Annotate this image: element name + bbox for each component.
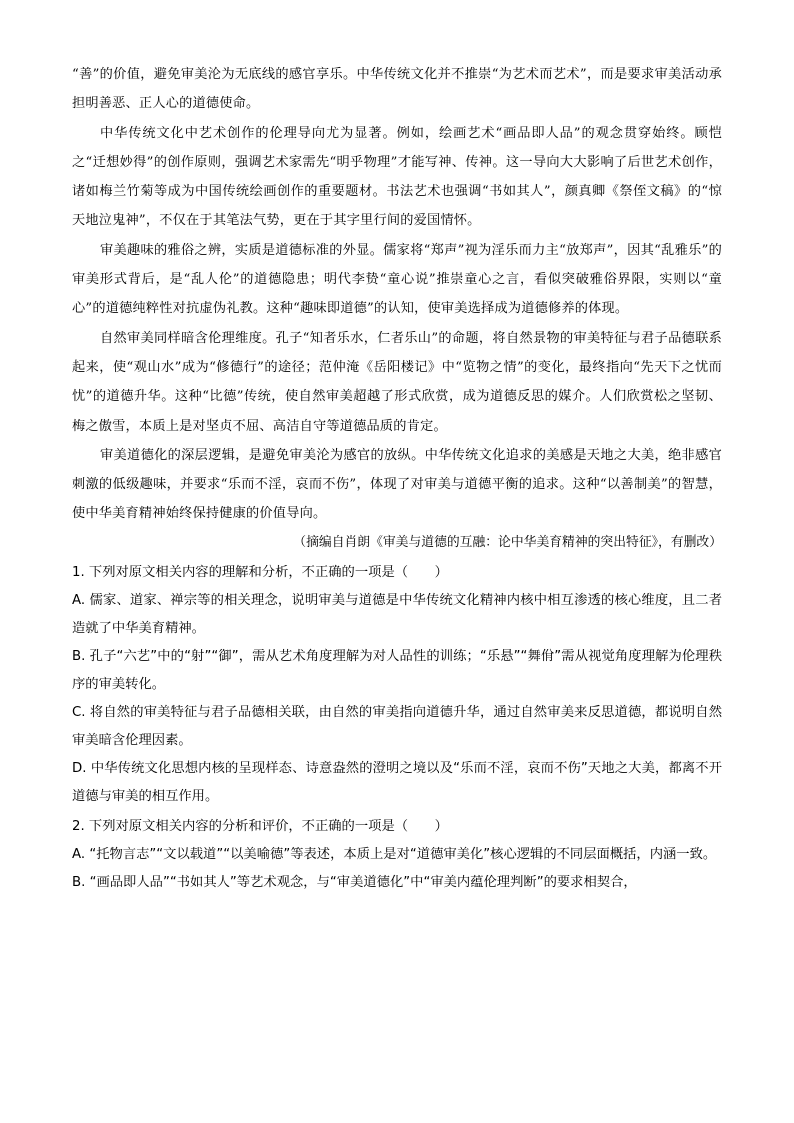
- reading-passage: [72, 60, 722, 529]
- question-1-option-a: A. 儒家、道家、禅宗等的相关理念，说明审美与道德是中华传统文化精神内核中相互渗透的核心维度，且二者造就了中华美育精神。: [72, 592, 722, 636]
- document-page: [72, 60, 722, 897]
- question-2-option-b: B. “画品即人品”“书如其人”等艺术观念，与“审美道德化”中“审美内蕴伦理判断”的要求相契合，: [72, 874, 637, 890]
- question-2-option-a: A. “托物言志”“文以载道”“以美喻德”等表述，本质上是对“道德审美化”核心逻辑的不同层面概括，内涵一致。: [72, 846, 717, 862]
- source-citation: （摘编自肖朗《审美与道德的互融：论中华美育精神的突出特征》，有删改）: [293, 534, 722, 550]
- passage-paragraph-1: “善”的价值，避免审美沦为无底线的感官享乐。中华传统文化并不推崇“为艺术而艺术”，而是要求审美活动承担明善恶、正人心的道德使命。: [72, 67, 722, 112]
- question-2: [72, 813, 722, 897]
- question-1-stem: 1. 下列对原文相关内容的理解和分析，不正确的一项是（ ）: [72, 564, 448, 580]
- question-1-option-d: D. 中华传统文化思想内核的呈现样态、诗意盎然的澄明之境以及“乐而不淫，哀而不伤”天地之大美，都离不开道德与审美的相互作用。: [72, 760, 722, 804]
- passage-paragraph-2: 中华传统文化中艺术创作的伦理导向尤为显著。例如，绘画艺术“画品即人品”的观念贯穿始终。顾恺之“迁想妙得”的创作原则，强调艺术家需先“明乎物理”才能写神、传神。这一导向大大影响了后世艺术创作，诸如梅兰竹菊等成为中国传统绘画创作的重要题材。书法艺术也强调“书如其人”，颜真卿《祭侄文稿》的“惊天地泣鬼神”，不仅在于其笔法气势，更在于其字里行间的爱国情怀。: [72, 125, 722, 229]
- passage-paragraph-4: 自然审美同样暗含伦理维度。孔子“知者乐水，仁者乐山”的命题，将自然景物的审美特征与君子品德联系起来，使“观山水”成为“修德行”的途径；范仲淹《岳阳楼记》中“览物之情”的变化，最终指向“先天下之忧而忧”的道德升华。这种“比德”传统，使自然审美超越了形式欣赏，成为道德反思的媒介。人们欣赏松之坚韧、梅之傲雪，本质上是对坚贞不屈、高洁自守等道德品质的肯定。: [72, 330, 722, 434]
- passage-paragraph-3: 审美趣味的雅俗之辨，实质是道德标准的外显。儒家将“郑声”视为淫乐而力主“放郑声”，因其“乱雅乐”的审美形式背后，是“乱人伦”的道德隐患；明代李贽“童心说”推崇童心之言，看似突破雅俗界限，实则以“童心”的道德纯粹性对抗虚伪礼教。这种“趣味即道德”的认知，使审美选择成为道德修养的体现。: [72, 242, 722, 317]
- question-1-option-b: B. 孔子“六艺”中的“射”“御”，需从艺术角度理解为对人品性的训练；“乐悬”“舞佾”需从视觉角度理解为伦理秩序的审美转化。: [72, 648, 722, 692]
- question-1: [72, 559, 722, 811]
- question-1-option-c: C. 将自然的审美特征与君子品德相关联，由自然的审美指向道德升华，通过自然审美来反思道德，都说明自然审美暗含伦理因素。: [72, 704, 722, 748]
- passage-paragraph-5: 审美道德化的深层逻辑，是避免审美沦为感官的放纵。中华传统文化追求的美感是天地之大美，绝非感官刺激的低级趣味，并要求“乐而不淫，哀而不伤”，体现了对审美与道德平衡的追求。这种“以善制美”的智慧，使中华美育精神始终保持健康的价值导向。: [72, 447, 722, 522]
- question-2-stem: 2. 下列对原文相关内容的分析和评价，不正确的一项是（ ）: [72, 818, 448, 834]
